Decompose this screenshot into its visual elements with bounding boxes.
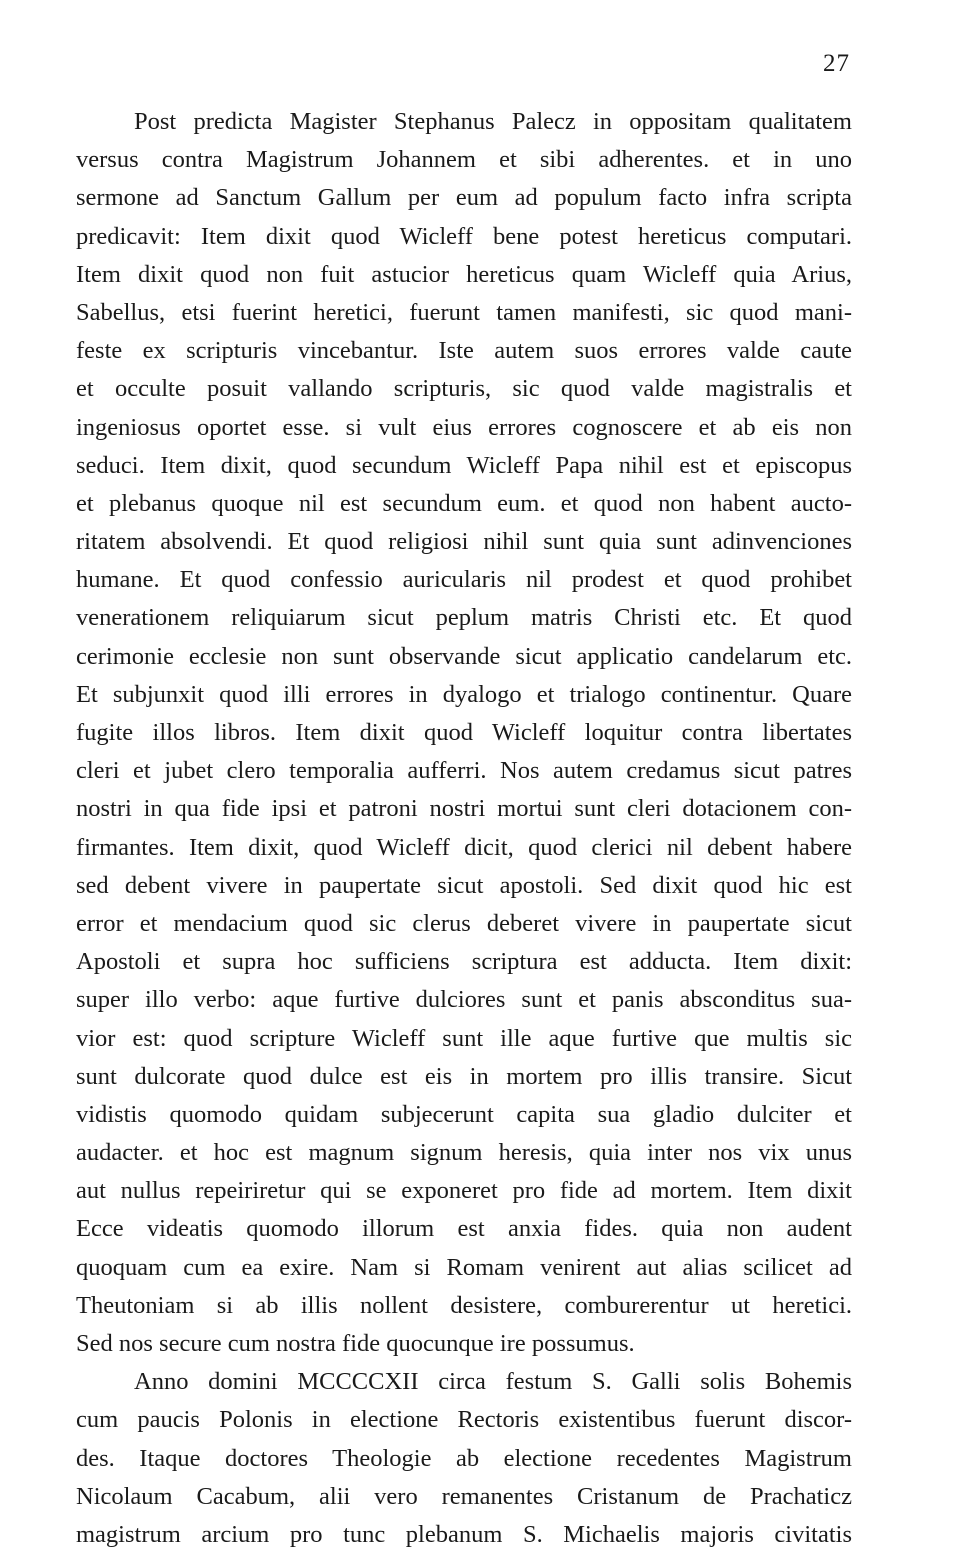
text-line: Nicolaum Cacabum, alii vero remanentes Cristanum de Prachaticz [76,1482,852,1510]
text-line: Item dixit quod non fuit astucior hereticus quam Wicleff quia Arius, [76,260,852,288]
text-line: cum paucis Polonis in electione Rectoris existentibus fuerunt discor- [76,1406,852,1434]
text-line: quoquam cum ea exire. Nam si Romam venirent aut alias scilicet ad [76,1253,852,1281]
text-line: Post predicta Magister Stephanus Palecz in oppositam qualitatem [134,108,852,135]
text-line: seduci. Item dixit, quod secundum Wicleff Papa nihil est et episcopus [76,451,852,479]
text-line: et plebanus quoque nil est secundum eum. et quod non habent aucto- [76,489,852,517]
text-line: Sabellus, etsi fuerint heretici, fuerunt tamen manifesti, sic quod mani- [76,298,852,326]
text-line: Et subjunxit quod illi errores in dyalogo et trialogo continentur. Quare [76,680,852,708]
text-line: venerationem reliquiarum sicut peplum matris Christi etc. Et quod [76,604,852,632]
text-line: cerimonie ecclesie non sunt observande sicut applicatio candelarum etc. [76,642,852,670]
text-line: fugite illos libros. Item dixit quod Wicleff loquitur contra libertates [76,719,852,746]
text-line: feste ex scripturis vincebantur. Iste autem suos errores valde caute [76,337,852,365]
text-line: humane. Et quod confessio auricularis nil prodest et quod prohibet [76,566,852,594]
paragraph-2 [76,1363,852,1554]
text-line: sermone ad Sanctum Gallum per eum ad populum facto infra scripta [76,184,852,212]
text-line: ingeniosus oportet esse. si vult eius errores cognoscere et ab eis non [76,413,852,441]
text-line: super illo verbo: aque furtive dulciores sunt et panis absconditus sua- [76,986,852,1014]
text-line: aut nullus repeiriretur qui se exponeret pro fide ad mortem. Item dixit [76,1177,852,1205]
text-line: error et mendacium quod sic clerus deberet vivere in paupertate sicut [76,909,852,937]
page-number: 27 [823,50,850,77]
text-line: cleri et jubet clero temporalia aufferri. Nos autem credamus sicut patres [76,757,852,785]
text-line: Sed nos secure cum nostra fide quocunque ire possumus. [76,1330,635,1357]
text-line: vidistis quomodo quidam subjecerunt capita sua gladio dulciter et [76,1100,852,1128]
text-line: et occulte posuit vallando scripturis, sic quod valde magistralis et [76,375,852,403]
text-line: des. Itaque doctores Theologie ab electione recedentes Magistrum [76,1444,852,1472]
text-line: Theutoniam si ab illis nollent desistere, comburerentur ut heretici. [76,1291,852,1319]
text-line: audacter. et hoc est magnum signum heresis, quia inter nos vix unus [76,1139,852,1167]
page-body [76,103,852,1554]
text-line: firmantes. Item dixit, quod Wicleff dicit, quod clerici nil debent habere [76,833,852,861]
text-line: vior est: quod scripture Wicleff sunt ille aque furtive que multis sic [76,1024,852,1052]
text-line: ritatem absolvendi. Et quod religiosi nihil sunt quia sunt adinvenciones [76,528,852,556]
text-line: predicavit: Item dixit quod Wicleff bene potest hereticus computari. [76,222,852,250]
paragraph-1 [76,103,852,1363]
text-line: sunt dulcorate quod dulce est eis in mortem pro illis transire. Sicut [76,1062,852,1090]
text-line: nostri in qua fide ipsi et patroni nostri mortui sunt cleri dotacionem con- [76,795,852,823]
text-line: magistrum arcium pro tunc plebanum S. Michaelis majoris civitatis [76,1520,852,1548]
text-line: Anno domini MCCCCXII circa festum S. Galli solis Bohemis [134,1368,852,1396]
text-line: sed debent vivere in paupertate sicut apostoli. Sed dixit quod hic est [76,871,852,899]
text-line: Ecce videatis quomodo illorum est anxia fides. quia non audent [76,1215,852,1243]
text-line: versus contra Magistrum Johannem et sibi adherentes. et in uno [76,146,852,174]
text-line: Apostoli et supra hoc sufficiens scriptura est adducta. Item dixit: [76,948,852,976]
